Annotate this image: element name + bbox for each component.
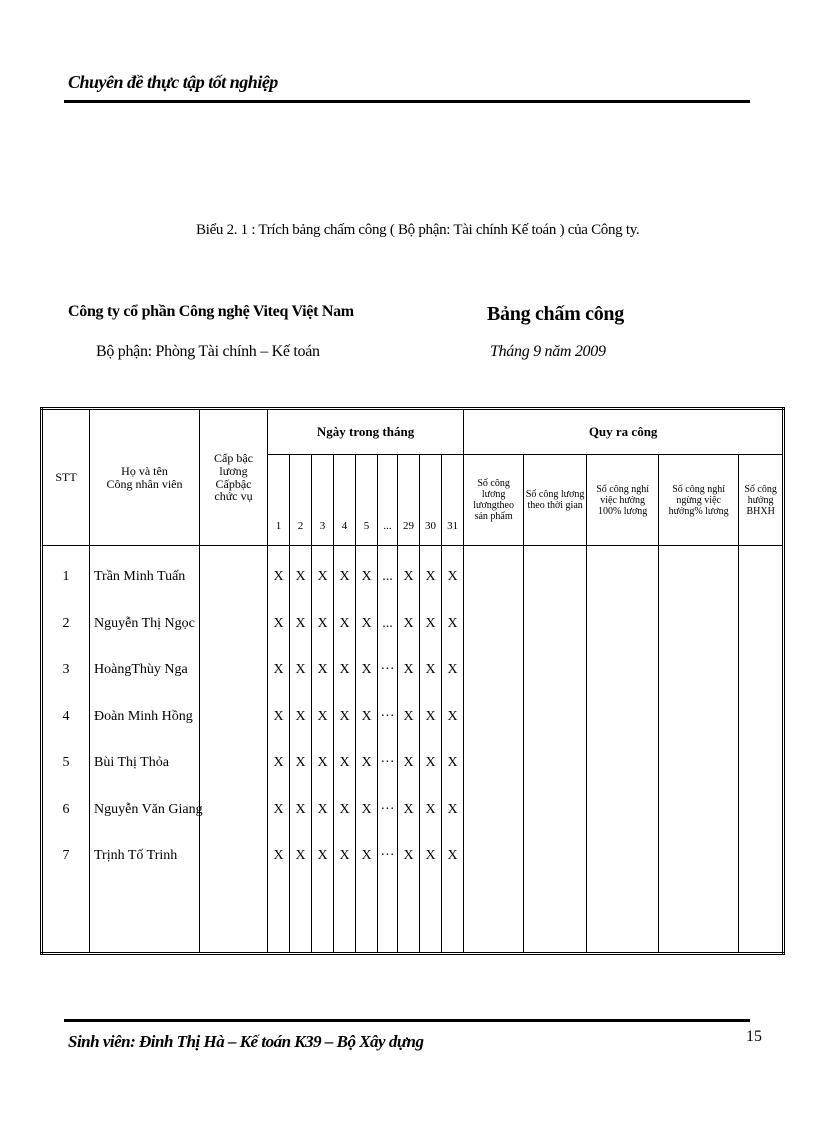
day-column [398,546,420,954]
row-stt: 7 [62,848,70,863]
attendance-mark: X [317,662,328,677]
attendance-mark: X [403,801,414,817]
day-column [268,546,290,954]
stt-column [42,546,90,954]
header-text: lương [481,489,506,500]
attendance-mark: X [425,755,436,770]
attendance-mark: X [273,801,284,817]
footer-rule [64,1019,750,1022]
header-text: Số công nghỉ [596,483,650,495]
day-column [378,546,398,954]
attendance-mark: X [361,569,372,584]
row-stt: 5 [62,755,70,770]
header-grade-line-1: Cấp bậc [214,451,253,466]
attendance-mark: ... [382,569,393,584]
attendance-mark: X [361,801,372,817]
attendance-mark: X [361,848,372,863]
attendance-mark: ··· [380,755,395,770]
header-text: Số công lương [525,489,585,500]
attendance-mark: X [273,755,284,770]
header-day: 30 [420,455,442,546]
row-employee-name: Đoàn Minh Hồng [94,708,193,724]
attendance-mark: X [273,615,284,631]
attendance-mark: X [425,569,436,584]
figure-caption: Biểu 2. 1 : Trích bảng chấm công ( Bộ phận: Tài chính Kế toán ) của Công ty. [196,222,640,238]
attendance-mark: X [403,615,414,631]
attendance-mark: X [295,848,306,863]
attendance-mark: X [295,801,306,817]
header-day: 3 [312,455,334,546]
attendance-mark: X [339,662,350,677]
header-text: 100% lương [597,505,648,517]
attendance-mark: X [295,615,306,631]
name-column [90,546,203,954]
attendance-mark: X [447,708,458,724]
attendance-mark: X [317,755,328,770]
attendance-mark: X [317,615,328,631]
header-text: việc hưởng [600,494,646,506]
day-column [442,546,464,954]
header-day: ... [378,455,398,546]
header-product-wage-days [464,455,524,546]
header-grade-line-2: lương [219,463,248,478]
department-name: Bộ phận: Phòng Tài chính – Kế toán [96,343,320,360]
header-text: theo thời gian [527,500,583,511]
attendance-mark: X [339,801,350,817]
attendance-mark: X [295,755,306,770]
attendance-mark: X [273,848,284,863]
header-grade [200,409,268,546]
header-grade-line-3: Cấpbậc [215,476,252,491]
attendance-mark: X [425,801,436,817]
day-column [356,546,378,954]
attendance-mark: X [425,615,436,631]
summary-column [524,546,587,954]
attendance-mark: X [361,755,372,770]
attendance-mark: X [295,662,306,677]
header-text: sản phẩm [474,511,513,522]
day-column [312,546,334,954]
attendance-mark: ··· [380,848,395,863]
attendance-mark: X [403,848,414,863]
grade-column [200,546,268,954]
header-day: 4 [334,455,356,546]
attendance-mark: X [425,848,436,863]
sheet-month: Tháng 9 năm 2009 [490,343,606,360]
table-body-row [42,546,784,954]
header-text: hưởng [747,494,774,506]
header-day: 29 [398,455,420,546]
header-day: 2 [290,455,312,546]
header-day: 1 [268,455,290,546]
attendance-mark: X [403,708,414,724]
header-text: Số công [477,478,510,489]
attendance-mark: X [447,755,458,770]
company-name: Công ty cổ phần Công nghệ Viteq Việt Nam [68,303,354,320]
attendance-mark: X [425,708,436,724]
attendance-mark: X [317,569,328,584]
attendance-mark: X [339,569,350,584]
header-rule [64,100,750,103]
attendance-mark: X [295,708,306,724]
sheet-title: Bảng chấm công [487,303,624,325]
row-stt: 3 [62,662,70,677]
attendance-mark: X [273,708,284,724]
header-name-line-2: Công nhân viên [106,476,183,491]
header-partial-pay-leave-days [659,455,739,546]
attendance-mark: X [339,848,350,863]
attendance-mark: X [447,662,458,677]
row-employee-name: Trịnh Tố Trinh [94,848,178,863]
attendance-mark: X [447,801,458,817]
attendance-mark: X [339,708,350,724]
header-full-pay-leave-days [587,455,659,546]
header-name-line-1: Họ và tên [121,463,168,478]
attendance-mark: X [361,662,372,677]
attendance-mark: X [317,708,328,724]
day-column [420,546,442,954]
attendance-mark: X [317,801,328,817]
attendance-mark: X [447,615,458,631]
header-time-wage-days [524,455,587,546]
attendance-mark: X [339,755,350,770]
attendance-mark: X [403,662,414,677]
header-day: 5 [356,455,378,546]
header-day: 31 [442,455,464,546]
header-grade-line-4: chức vụ [214,489,253,504]
header-stt: STT [42,409,90,546]
summary-column [659,546,739,954]
header-text: hưởng% lương [668,505,729,517]
document-header-title: Chuyên đề thực tập tốt nghiệp [68,72,278,92]
attendance-mark: X [339,615,350,631]
header-employee-name [90,409,200,546]
summary-column [464,546,524,954]
attendance-mark: X [295,569,306,584]
attendance-mark: X [447,848,458,863]
attendance-mark: X [403,569,414,584]
row-stt: 1 [62,569,70,584]
attendance-table [40,407,785,955]
row-employee-name: Trần Minh Tuấn [94,569,186,584]
header-summary-group: Quy ra công [464,409,784,455]
attendance-mark: X [403,755,414,770]
footer-author: Sinh viên: Đinh Thị Hà – Kế toán K39 – Bộ Xây dựng [68,1032,424,1051]
header-insurance-days [739,455,784,546]
header-text: lươngtheo [473,500,514,511]
attendance-mark: X [361,615,372,631]
attendance-mark: X [361,708,372,724]
attendance-mark: ... [382,615,393,631]
day-column [334,546,356,954]
row-stt: 6 [62,801,70,817]
attendance-mark: X [273,569,284,584]
page-number: 15 [746,1028,762,1045]
attendance-mark: X [447,569,458,584]
attendance-mark: ··· [380,708,395,724]
header-days-group: Ngày trong tháng [268,409,464,455]
attendance-mark: X [273,662,284,677]
row-employee-name: HoàngThùy Nga [94,662,188,677]
header-text: ngừng việc [676,494,721,506]
summary-column [587,546,659,954]
row-employee-name: Bùi Thị Thỏa [94,755,169,770]
attendance-mark: ··· [380,662,395,677]
row-employee-name: Nguyễn Thị Ngọc [94,615,195,631]
attendance-mark: X [425,662,436,677]
day-column [290,546,312,954]
attendance-table-wrapper [40,407,784,955]
header-text: Số công [744,483,777,495]
row-employee-name: Nguyễn Văn Giang [94,801,203,817]
row-stt: 2 [62,615,70,631]
attendance-mark: X [317,848,328,863]
header-text: Số công nghỉ [672,483,726,495]
row-stt: 4 [62,708,70,724]
attendance-mark: ··· [380,801,395,817]
summary-column [739,546,784,954]
header-text: BHXH [746,505,775,517]
